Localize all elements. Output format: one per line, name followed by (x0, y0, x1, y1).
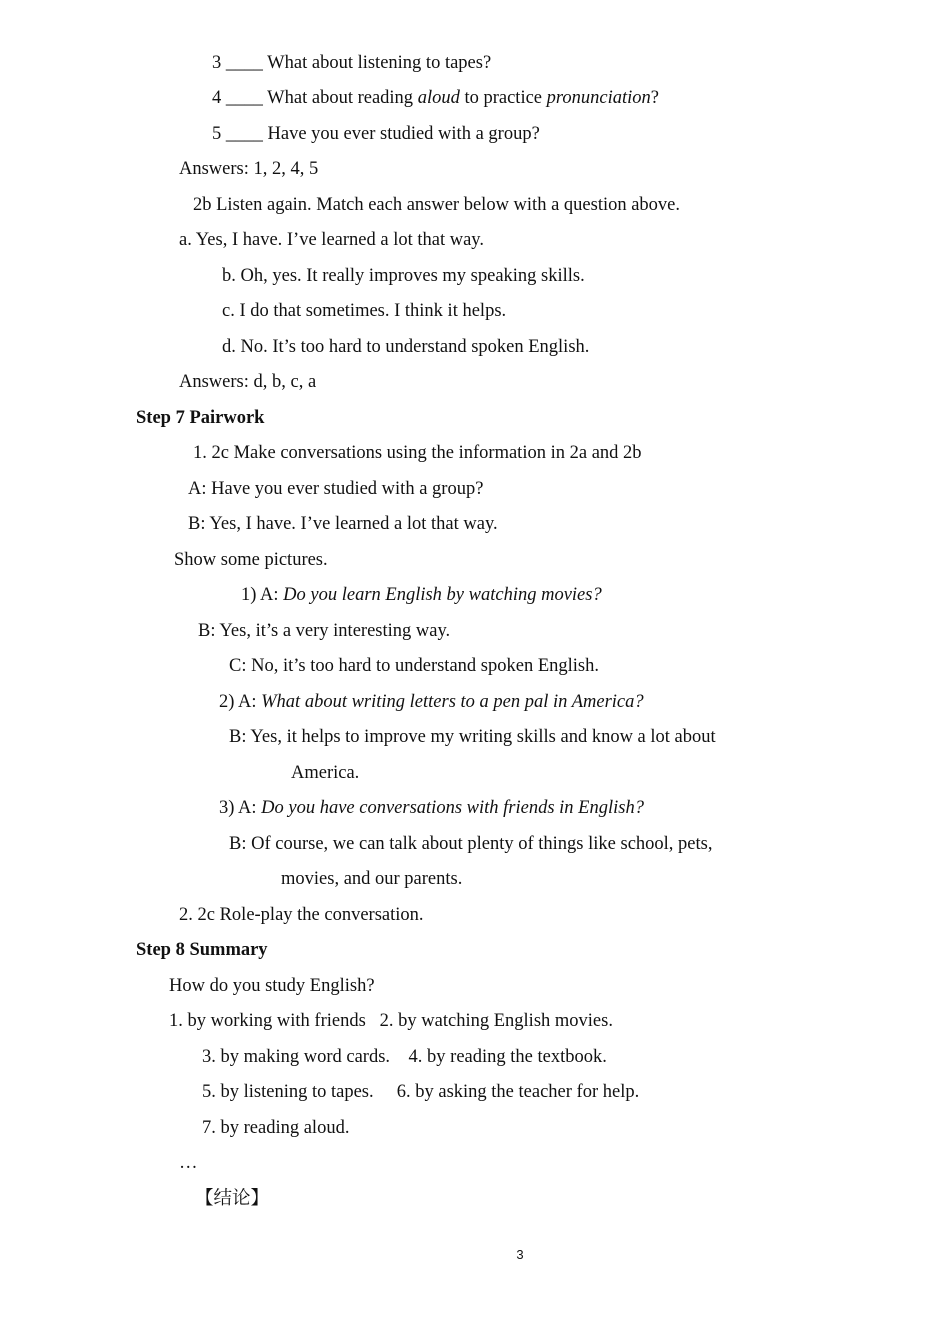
dialog-3-b-cont: movies, and our parents. (281, 869, 463, 889)
answer-c: c. I do that sometimes. I think it helps. (222, 301, 507, 321)
question-4: 4 ____ What about reading aloud to practice pronunciation? (212, 88, 660, 108)
step7-item-1: 1. 2c Make conversations using the information in 2a and 2b (193, 443, 642, 463)
dialog-2-a: 2) A: What about writing letters to a pen pal in America? (219, 692, 644, 712)
dialog-1-b: B: Yes, it’s a very interesting way. (198, 621, 451, 641)
answer-b: b. Oh, yes. It really improves my speaking skills. (222, 266, 585, 286)
step7-item-2: 2. 2c Role-play the conversation. (179, 905, 424, 925)
answers-2a: Answers: 1, 2, 4, 5 (179, 159, 319, 179)
summary-question: How do you study English? (169, 976, 375, 996)
question-5: 5 ____ Have you ever studied with a group? (212, 124, 540, 144)
step7-heading: Step 7 Pairwork (136, 408, 265, 428)
example-b-line: B: Yes, I have. I’ve learned a lot that way. (188, 514, 498, 534)
dialog-1-a: 1) A: Do you learn English by watching movies? (241, 585, 602, 605)
page-number: 3 (516, 1247, 524, 1262)
step8-heading: Step 8 Summary (136, 940, 268, 960)
summary-row-1: 1. by working with friends 2. by watching English movies. (169, 1011, 613, 1031)
answers-2b: Answers: d, b, c, a (179, 372, 317, 392)
example-a-line: A: Have you ever studied with a group? (188, 479, 484, 499)
show-pictures: Show some pictures. (174, 550, 328, 570)
summary-row-3: 5. by listening to tapes. 6. by asking the teacher for help. (202, 1082, 640, 1102)
dialog-1-c: C: No, it’s too hard to understand spoken English. (229, 656, 599, 676)
question-3: 3 ____ What about listening to tapes? (212, 53, 492, 73)
dialog-3-a: 3) A: Do you have conversations with friends in English? (219, 798, 644, 818)
dialog-2-b-cont: America. (291, 763, 360, 783)
summary-row-4: 7. by reading aloud. (202, 1118, 350, 1138)
summary-row-2: 3. by making word cards. 4. by reading the textbook. (202, 1047, 607, 1067)
answer-d: d. No. It’s too hard to understand spoken English. (222, 337, 590, 357)
ellipsis: … (179, 1153, 198, 1173)
dialog-3-b: B: Of course, we can talk about plenty of things like school, pets, (229, 834, 713, 854)
conclusion-label: 【结论】 (195, 1188, 270, 1209)
instruction-2b: 2b Listen again. Match each answer below with a question above. (193, 195, 681, 215)
dialog-2-b: B: Yes, it helps to improve my writing skills and know a lot about (229, 727, 716, 747)
answer-a: a. Yes, I have. I’ve learned a lot that way. (179, 230, 484, 250)
